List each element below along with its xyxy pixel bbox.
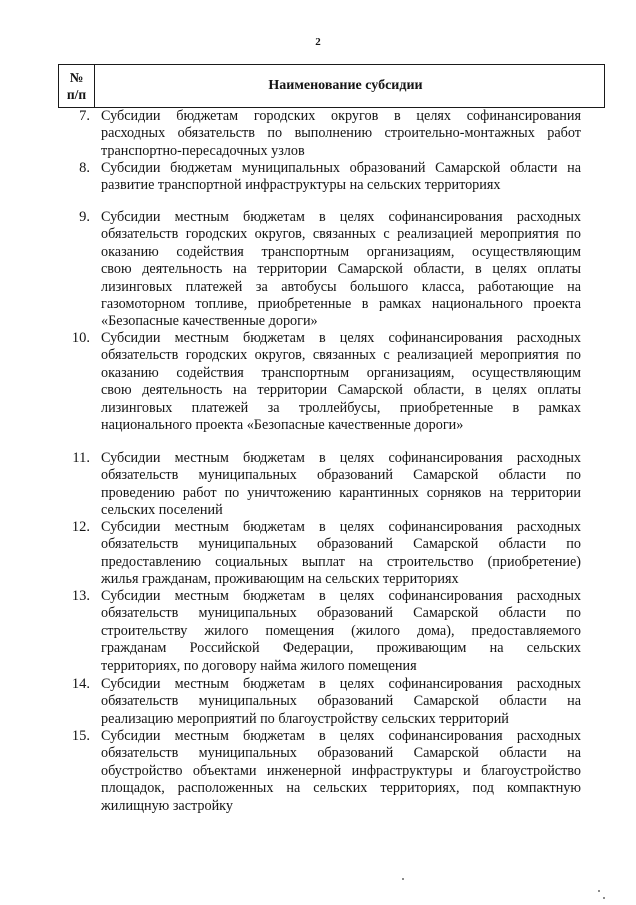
item-text-line: расходных обязательств по выполнению строительно-монтажных работ [101,125,581,142]
item-number: 13. [71,588,90,604]
item-text-line: Субсидии местным бюджетам в целях софинансирования расходных [101,588,581,604]
item-text-line: площадок, расположенных на сельских территориях, под компактную [101,780,581,797]
header-number-column [59,65,95,107]
item-text-line: Субсидии местным бюджетам в целях софинансирования расходных [101,676,581,692]
item-number: 10. [71,330,90,346]
item-number: 15. [71,728,90,744]
item-text-line: лизинговых платежей за автобусы большого класса, работающие на [101,278,581,295]
item-text-line: предоставлению социальных выплат на строительство (приобретение) [101,553,581,570]
page-number: 2 [315,36,321,48]
item-text-line: обязательств городских округов, связанных с реализацией мероприятия по [101,347,581,364]
item-text-line: строительству жилого помещения (жилого дома), предоставляемого [101,622,581,639]
item-text-line: жилищную застройку [101,797,233,814]
item-number: 14. [71,676,90,692]
item-text-line: Субсидии местным бюджетам в целях софинансирования расходных [101,209,581,225]
item-text-line: реализацию мероприятий по благоустройству сельских территорий [101,710,509,727]
item-text-line: жилья гражданам, проживающим на сельских территориях [101,571,459,588]
item-text-line: территориях, по договору найма жилого помещения [101,657,417,674]
item-text-line: сельских поселений [101,502,223,519]
item-text-line: «Безопасные качественные дороги» [101,313,318,330]
item-text-line: обязательств муниципальных образований Самарской области по [101,467,581,484]
item-number: 9. [79,209,90,225]
item-text-line: Субсидии местным бюджетам в целях софинансирования расходных [101,519,581,535]
item-text-line: развитие транспортной инфраструктуры на сельских территориях [101,177,501,194]
item-text-line: свою деятельность на территории Самарской области, в целях оплаты [101,382,581,399]
item-number: 11. [72,450,90,466]
item-text-line: обязательств муниципальных образований Самарской области по [101,536,581,553]
header-name-column: Наименование субсидии [268,78,423,93]
header-number-sign: № [69,70,84,85]
item-text-line: Субсидии бюджетам муниципальных образований Самарской области на [101,160,581,176]
header-number-abbrev: п/п [66,87,87,102]
item-text-line: газомоторном топливе, приобретенные в рамках национального проекта [101,296,581,312]
item-text-line: лизинговых платежей за троллейбусы, приобретенные в рамках [101,399,581,416]
item-text-line: оказанию содействия транспортным организациям, осуществляющим [101,364,581,381]
item-text-line: Субсидии бюджетам городских округов в целях софинансирования [101,108,581,124]
item-text-line: национального проекта «Безопасные качественные дороги» [101,417,464,433]
item-text-line: Субсидии местным бюджетам в целях софинансирования расходных [101,450,581,466]
item-text-line: обязательств муниципальных образований Самарской области на [101,693,581,710]
item-text-line: обязательств муниципальных образований Самарской области по [101,605,581,622]
scan-speck [598,890,600,892]
item-text-line: Субсидии местным бюджетам в целях софинансирования расходных [101,728,581,744]
scan-speck [603,897,605,899]
item-text-line: обустройство объектами инженерной инфраструктуры и благоустройство [101,762,581,779]
item-text-line: гражданам Российской Федерации, проживающим на сельских [101,640,581,657]
item-text-line: обязательств городских округов, связанных с реализацией мероприятия по [101,226,581,243]
table-header [58,64,605,108]
item-text-line: Субсидии местным бюджетам в целях софинансирования расходных [101,330,581,346]
item-number: 8. [79,160,90,176]
item-text-line: оказанию содействия транспортным организациям, осуществляющим [101,243,581,260]
item-number: 12. [71,519,90,535]
item-text-line: проведению работ по уничтожению карантинных сорняков на территории [101,484,581,501]
item-text-line: транспортно-пересадочных узлов [101,142,305,159]
scan-speck [402,878,404,880]
item-number: 7. [79,108,90,124]
item-text-line: свою деятельность на территории Самарской области, в целях оплаты [101,261,581,278]
item-text-line: обязательств муниципальных образований Самарской области на [101,745,581,762]
